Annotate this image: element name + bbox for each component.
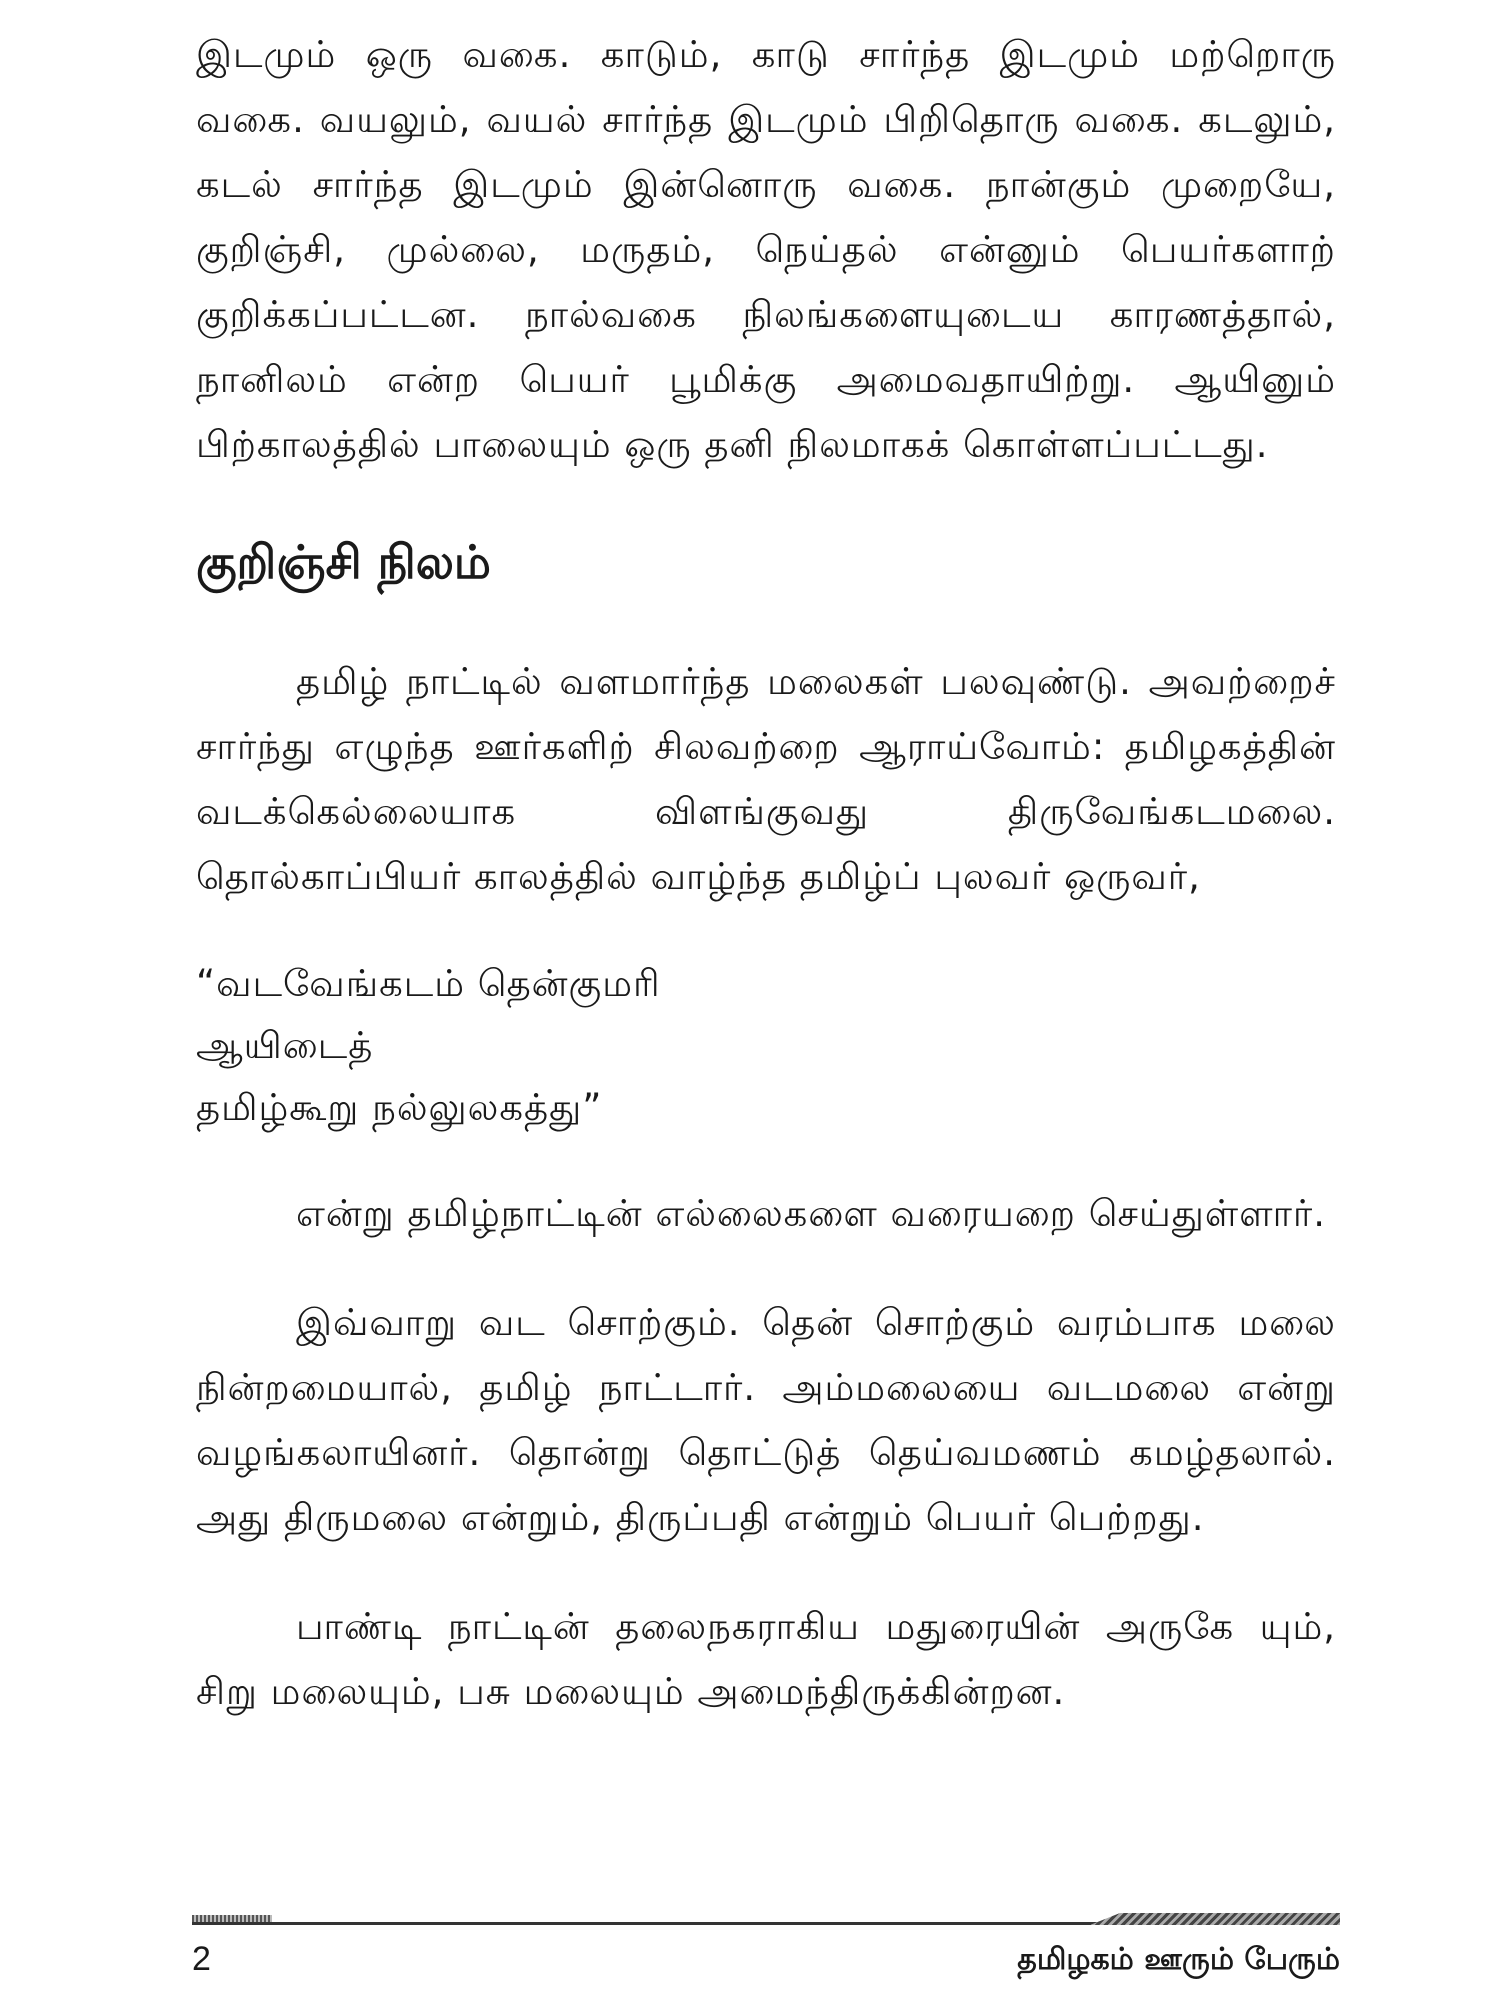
page-number: 2 xyxy=(192,1940,211,1978)
paragraph-4: பாண்டி நாட்டின் தலைநகராகிய மதுரையின் அருகே யும், சிறு மலையும், பசு மலையும் அமைந்திருக்கின்றன. xyxy=(196,1605,1336,1713)
paragraph-3: இவ்வாறு வட சொற்கும். தென் சொற்கும் வரம்பாக மலை நின்றமையால், தமிழ் நாட்டார். அம்மலையை வடமலை என்று வழங்கலாயினர். தொன்று தொட்டுத் தெய்வமணம் கமழ்தலால். அது திருமலை என்றும், திருப்பதி என்றும் பெயர் பெற்றது. xyxy=(196,1301,1336,1539)
section-heading: குறிஞ்சி நிலம் xyxy=(196,535,491,589)
paragraph-1: தமிழ் நாட்டில் வளமார்ந்த மலைகள் பலவுண்டு. அவற்றைச் சார்ந்து எழுந்த ஊர்களிற் சிலவற்றை ஆராய்வோம்: தமிழகத்தின் வடக்கெல்லையாக விளங்குவது திருவேங்கடமலை. தொல்காப்பியர் காலத்தில் வாழ்ந்த தமிழ்ப் புலவர் ஒருவர், xyxy=(196,660,1336,898)
verse-line-3: தமிழ்கூறு நல்லுலகத்து” xyxy=(196,1086,603,1129)
verse-quote xyxy=(196,953,1336,1139)
page-content xyxy=(196,22,1336,1724)
footer-rule-ornament-right xyxy=(1090,1913,1340,1925)
running-title: தமிழகம் ஊரும் பேரும் xyxy=(1017,1942,1340,1977)
verse-line-2: ஆயிடைத் xyxy=(196,1024,374,1067)
verse-line-1: “வடவேங்கடம் தென்குமரி xyxy=(196,962,661,1005)
paragraph-2: என்று தமிழ்நாட்டின் எல்லைகளை வரையறை செய்துள்ளார். xyxy=(296,1192,1326,1235)
opening-paragraph: இடமும் ஒரு வகை. காடும், காடு சார்ந்த இடமும் மற்றொரு வகை. வயலும், வயல் சார்ந்த இடமும் பிறிதொரு வகை. கடலும், கடல் சார்ந்த இடமும் இன்னொரு வகை. நான்கும் முறையே, குறிஞ்சி, முல்லை, மருதம், நெய்தல் என்னும் பெயர்களாற் குறிக்கப்பட்டன. நால்வகை நிலங்களையுடைய காரணத்தால், நானிலம் என்ற பெயர் பூமிக்கு அமைவதாயிற்று. ஆயினும் பிற்காலத்தில் பாலையும் ஒரு தனி நிலமாகக் கொள்ளப்பட்டது. xyxy=(196,33,1336,466)
